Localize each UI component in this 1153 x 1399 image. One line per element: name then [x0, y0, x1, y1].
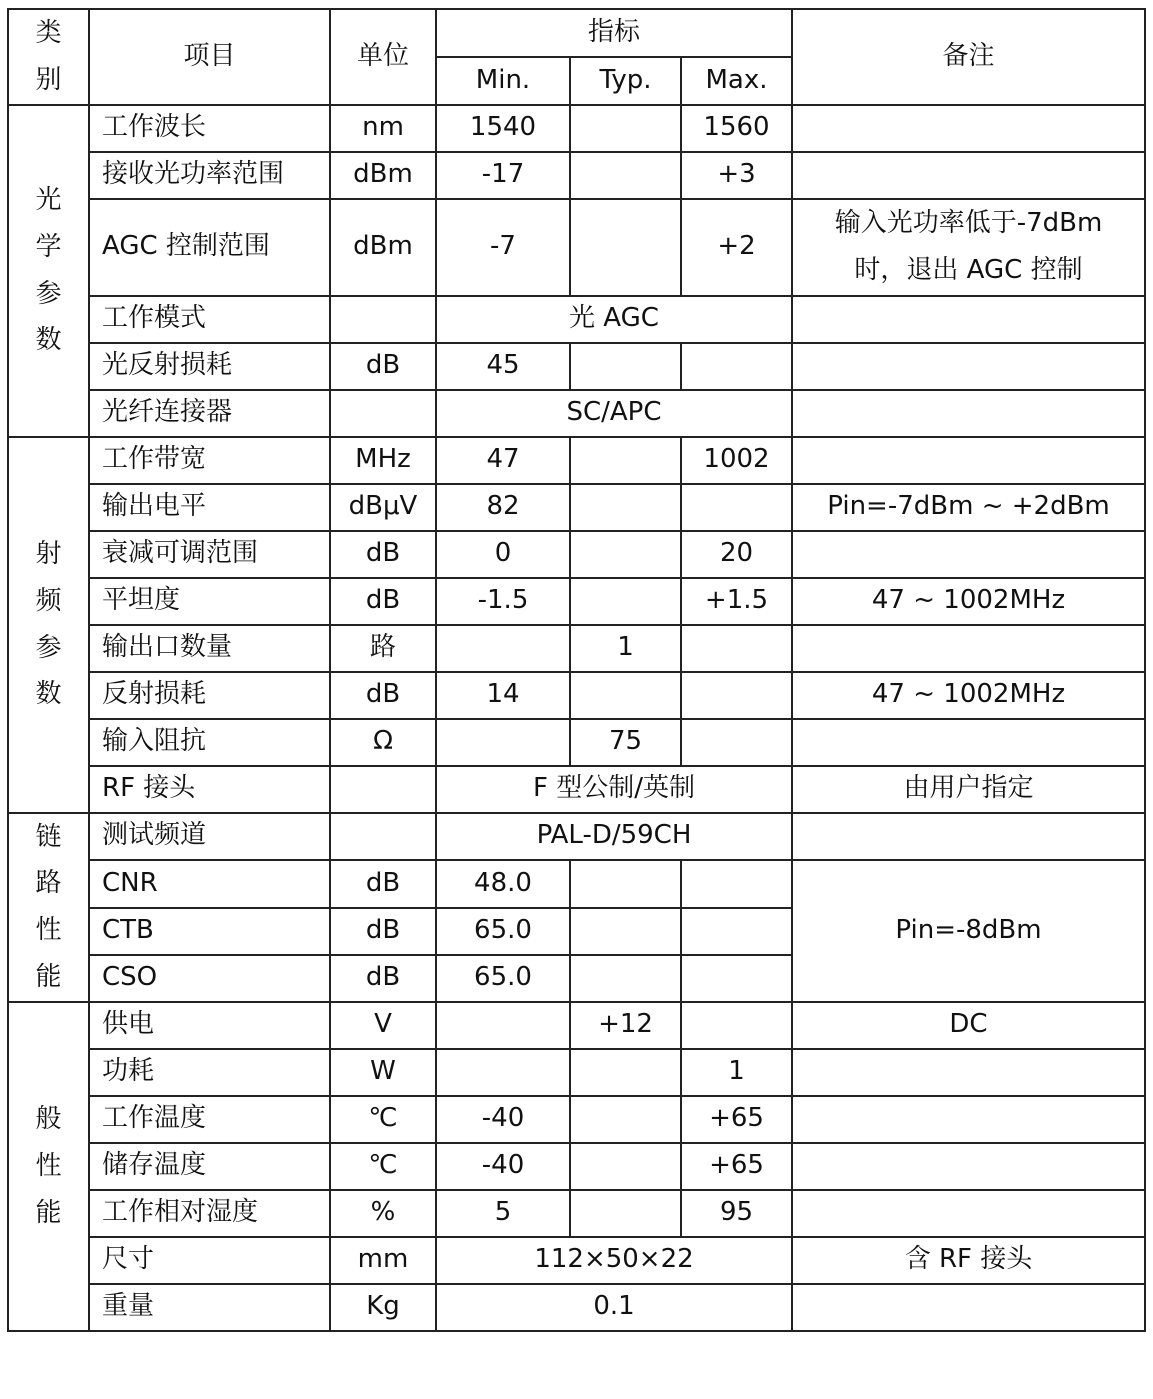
min-cell: 14	[436, 672, 570, 719]
item-cell: 输出口数量	[89, 625, 330, 672]
note-cell	[792, 719, 1145, 766]
category-label: 般性能	[35, 1104, 62, 1228]
note-cell: 47 ~ 1002MHz	[792, 578, 1145, 625]
table-row	[8, 625, 1145, 672]
note-cell	[792, 1049, 1145, 1096]
min-cell: 48.0	[436, 860, 570, 908]
note-cell: 由用户指定	[792, 766, 1145, 813]
item-cell: 输出电平	[89, 484, 330, 531]
max-cell: 95	[681, 1190, 792, 1237]
table-row	[8, 199, 1145, 296]
min-cell: -1.5	[436, 578, 570, 625]
max-cell: +1.5	[681, 578, 792, 625]
max-cell: 1002	[681, 437, 792, 484]
typ-cell	[570, 1143, 681, 1190]
unit-cell: dB	[330, 343, 436, 390]
note-cell: DC	[792, 1002, 1145, 1049]
unit-cell: dBm	[330, 152, 436, 199]
max-cell: +3	[681, 152, 792, 199]
min-cell: 82	[436, 484, 570, 531]
min-cell: 45	[436, 343, 570, 390]
item-cell: 工作相对湿度	[89, 1190, 330, 1237]
min-cell: 65.0	[436, 955, 570, 1002]
min-cell	[436, 1049, 570, 1096]
table-row	[8, 860, 1145, 908]
note-cell	[792, 343, 1145, 390]
header-unit: 单位	[330, 9, 436, 105]
unit-cell: dB	[330, 908, 436, 955]
unit-cell: dB	[330, 531, 436, 578]
typ-cell	[570, 860, 681, 908]
max-cell	[681, 672, 792, 719]
max-cell	[681, 955, 792, 1002]
unit-cell: %	[330, 1190, 436, 1237]
header-note: 备注	[792, 9, 1145, 105]
table-row	[8, 1143, 1145, 1190]
category-cell	[8, 1002, 89, 1331]
min-cell	[436, 719, 570, 766]
spec-span-cell: 112×50×22	[436, 1237, 792, 1284]
spec-span-cell: F 型公制/英制	[436, 766, 792, 813]
header-category: 类别	[8, 9, 89, 105]
header-row	[8, 9, 1145, 57]
note-cell	[792, 1096, 1145, 1143]
item-cell: 储存温度	[89, 1143, 330, 1190]
note-cell: 含 RF 接头	[792, 1237, 1145, 1284]
typ-cell	[570, 672, 681, 719]
item-cell: 光反射损耗	[89, 343, 330, 390]
typ-cell	[570, 1049, 681, 1096]
typ-cell	[570, 199, 681, 296]
unit-cell	[330, 296, 436, 343]
max-cell	[681, 343, 792, 390]
typ-cell	[570, 578, 681, 625]
unit-cell	[330, 766, 436, 813]
unit-cell: dB	[330, 955, 436, 1002]
min-cell: 47	[436, 437, 570, 484]
table-row	[8, 296, 1145, 343]
spec-span-cell: PAL-D/59CH	[436, 813, 792, 860]
unit-cell: dBμV	[330, 484, 436, 531]
note-cell	[792, 437, 1145, 484]
table-row	[8, 719, 1145, 766]
max-cell	[681, 484, 792, 531]
typ-cell	[570, 531, 681, 578]
unit-cell: MHz	[330, 437, 436, 484]
note-cell	[792, 813, 1145, 860]
unit-cell: dBm	[330, 199, 436, 296]
table-row	[8, 1284, 1145, 1331]
header-typ: Typ.	[570, 57, 681, 105]
table-row	[8, 1190, 1145, 1237]
item-cell: 尺寸	[89, 1237, 330, 1284]
table-row	[8, 484, 1145, 531]
category-cell	[8, 437, 89, 813]
min-cell: 1540	[436, 105, 570, 152]
unit-cell: dB	[330, 860, 436, 908]
unit-cell: ℃	[330, 1143, 436, 1190]
category-label: 光学参数	[35, 185, 62, 356]
min-cell	[436, 625, 570, 672]
min-cell: -40	[436, 1143, 570, 1190]
typ-cell	[570, 437, 681, 484]
header-max: Max.	[681, 57, 792, 105]
table-row	[8, 531, 1145, 578]
min-cell: 0	[436, 531, 570, 578]
unit-cell: nm	[330, 105, 436, 152]
unit-cell: mm	[330, 1237, 436, 1284]
item-cell: CSO	[89, 955, 330, 1002]
note-cell	[792, 296, 1145, 343]
max-cell: +65	[681, 1096, 792, 1143]
note-cell	[792, 1143, 1145, 1190]
table-row	[8, 1096, 1145, 1143]
min-cell: -40	[436, 1096, 570, 1143]
note-cell: 输入光功率低于-7dBm时，退出 AGC 控制	[792, 199, 1145, 296]
note-cell	[792, 1190, 1145, 1237]
category-label: 链路性能	[35, 821, 62, 992]
item-cell: 重量	[89, 1284, 330, 1331]
table-row	[8, 813, 1145, 860]
item-cell: 输入阻抗	[89, 719, 330, 766]
typ-cell: 75	[570, 719, 681, 766]
typ-cell	[570, 484, 681, 531]
unit-cell	[330, 390, 436, 437]
note-cell	[792, 531, 1145, 578]
typ-cell	[570, 152, 681, 199]
unit-cell: V	[330, 1002, 436, 1049]
item-cell: RF 接头	[89, 766, 330, 813]
spec-table	[7, 8, 1146, 1332]
item-cell: AGC 控制范围	[89, 199, 330, 296]
item-cell: 测试频道	[89, 813, 330, 860]
note-cell	[792, 625, 1145, 672]
note-cell	[792, 390, 1145, 437]
unit-cell	[330, 813, 436, 860]
min-cell: -17	[436, 152, 570, 199]
typ-cell	[570, 105, 681, 152]
table-row	[8, 390, 1145, 437]
typ-cell: +12	[570, 1002, 681, 1049]
unit-cell: dB	[330, 672, 436, 719]
category-cell	[8, 813, 89, 1002]
typ-cell	[570, 343, 681, 390]
max-cell: 1560	[681, 105, 792, 152]
typ-cell	[570, 1096, 681, 1143]
max-cell	[681, 719, 792, 766]
min-cell: 65.0	[436, 908, 570, 955]
unit-cell: Ω	[330, 719, 436, 766]
note-cell: 47 ~ 1002MHz	[792, 672, 1145, 719]
table-row	[8, 1049, 1145, 1096]
note-cell: Pin=-7dBm ~ +2dBm	[792, 484, 1145, 531]
item-cell: 反射损耗	[89, 672, 330, 719]
table-row	[8, 1237, 1145, 1284]
item-cell: 衰减可调范围	[89, 531, 330, 578]
spec-span-cell: SC/APC	[436, 390, 792, 437]
note-cell	[792, 105, 1145, 152]
max-cell: +65	[681, 1143, 792, 1190]
max-cell: 20	[681, 531, 792, 578]
note-cell: Pin=-8dBm	[792, 860, 1145, 1002]
spec-span-cell: 0.1	[436, 1284, 792, 1331]
table-row	[8, 437, 1145, 484]
item-cell: 平坦度	[89, 578, 330, 625]
unit-cell: Kg	[330, 1284, 436, 1331]
item-cell: 工作带宽	[89, 437, 330, 484]
table-row	[8, 672, 1145, 719]
item-cell: CNR	[89, 860, 330, 908]
note-cell	[792, 152, 1145, 199]
header-spec: 指标	[436, 9, 792, 57]
unit-cell: 路	[330, 625, 436, 672]
unit-cell: W	[330, 1049, 436, 1096]
min-cell	[436, 1002, 570, 1049]
unit-cell: ℃	[330, 1096, 436, 1143]
min-cell: 5	[436, 1190, 570, 1237]
header-item: 项目	[89, 9, 330, 105]
item-cell: CTB	[89, 908, 330, 955]
unit-cell: dB	[330, 578, 436, 625]
table-row	[8, 1002, 1145, 1049]
table-row	[8, 766, 1145, 813]
max-cell	[681, 860, 792, 908]
category-label: 射频参数	[35, 539, 62, 710]
item-cell: 工作波长	[89, 105, 330, 152]
table-row	[8, 578, 1145, 625]
spec-span-cell: 光 AGC	[436, 296, 792, 343]
typ-cell	[570, 908, 681, 955]
table-row	[8, 343, 1145, 390]
table-row	[8, 152, 1145, 199]
note-cell	[792, 1284, 1145, 1331]
max-cell	[681, 625, 792, 672]
max-cell: 1	[681, 1049, 792, 1096]
item-cell: 功耗	[89, 1049, 330, 1096]
typ-cell	[570, 1190, 681, 1237]
typ-cell: 1	[570, 625, 681, 672]
item-cell: 供电	[89, 1002, 330, 1049]
header-min: Min.	[436, 57, 570, 105]
category-cell	[8, 105, 89, 437]
item-cell: 光纤连接器	[89, 390, 330, 437]
max-cell	[681, 1002, 792, 1049]
item-cell: 工作温度	[89, 1096, 330, 1143]
max-cell: +2	[681, 199, 792, 296]
max-cell	[681, 908, 792, 955]
typ-cell	[570, 955, 681, 1002]
item-cell: 工作模式	[89, 296, 330, 343]
item-cell: 接收光功率范围	[89, 152, 330, 199]
min-cell: -7	[436, 199, 570, 296]
table-row	[8, 105, 1145, 152]
